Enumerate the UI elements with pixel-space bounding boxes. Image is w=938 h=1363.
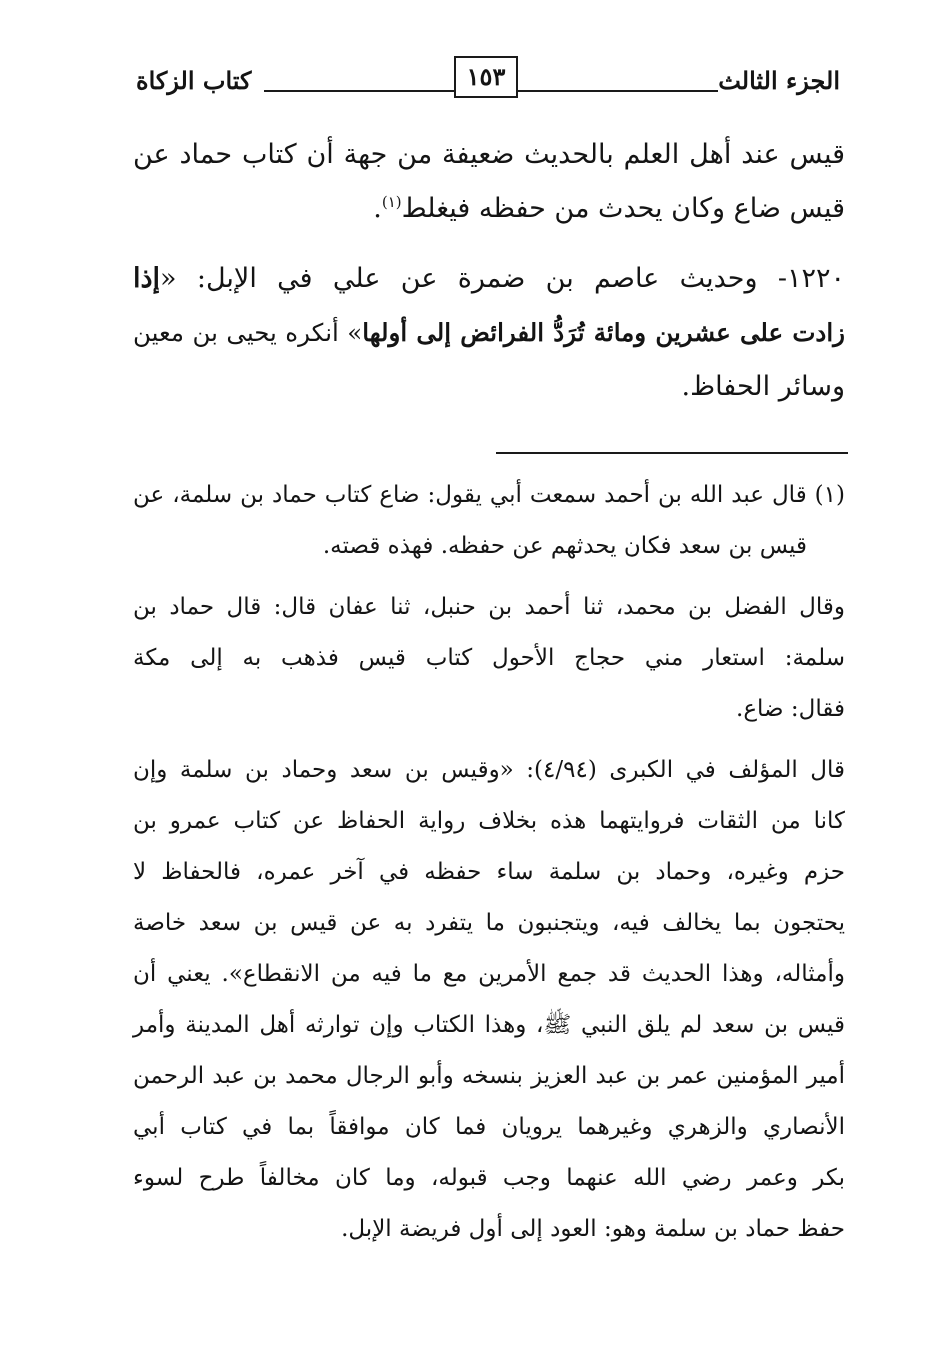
footnote-line: فقال: ضاع. xyxy=(736,696,845,722)
footnote-line: كانا من الثقات فروايتهما هذه بخلاف رواية الحفاظ عن كتاب عمرو بن xyxy=(133,808,845,834)
footnote-ref: (١) xyxy=(381,193,402,211)
main-line: قيس عند أهل العلم بالحديث ضعيفة من جهة أن كتاب حماد عن xyxy=(133,139,845,170)
footnote-line: الأنصاري والزهري وغيرهما يرويان فما كان موافقاً بما في كتاب أبي xyxy=(133,1114,845,1140)
footnote-separator xyxy=(496,452,848,454)
hadith-line xyxy=(133,306,845,360)
hadith-line xyxy=(133,252,845,306)
footnote-line: حفظ حماد بن سلمة وهو: العود إلى أول فريضة الإبل. xyxy=(341,1216,845,1242)
footnote-line: قال المؤلف في الكبرى (٤/٩٤): «وقيس بن سعد وحماد بن سلمة وإن xyxy=(133,757,845,783)
main-text xyxy=(133,128,845,414)
page-number: ١٥٣ xyxy=(454,56,518,98)
hadith-comment: » أنكره يحيى بن معين xyxy=(133,318,363,347)
footnotes xyxy=(133,470,845,1255)
footnote-line: (١) قال عبد الله بن أحمد سمعت أبي يقول: ضاع كتاب حماد بن سلمة، عن xyxy=(133,482,845,508)
footnote-line: يحتجون بما يخالف فيه، ويتجنبون ما يتفرد به عن قيس بن سعد خاصة xyxy=(133,910,845,936)
main-line-text: قيس ضاع وكان يحدث من حفظه فيغلط xyxy=(401,193,845,224)
footnote-line: حزم وغيره، وحماد بن سلمة ساء حفظه في آخر عمره، فالحفاظ لا xyxy=(133,859,845,885)
hadith-quote: إذا xyxy=(133,263,161,294)
part-title: الجزء الثالث xyxy=(718,66,840,95)
hadith-intro: ١٢٢٠- وحديث عاصم بن ضمرة عن علي في الإبل: « xyxy=(160,263,845,294)
main-line: قيس ضاع وكان يحدث من حفظه فيغلط$^{(١)}$. xyxy=(373,193,845,224)
footnote-line: وقال الفضل بن محمد، ثنا أحمد بن حنبل، ثنا عفان قال: قال حماد بن xyxy=(133,594,845,620)
running-header xyxy=(128,50,848,104)
footnote-line: بكر وعمر رضي الله عنهما وجب قبوله، وما كان مخالفاً طرح لسوء xyxy=(133,1165,845,1191)
book-title: كتاب الزكاة xyxy=(136,66,252,95)
header-rule-right xyxy=(512,90,718,92)
footnote-line: سلمة: استعار مني حجاج الأحول كتاب قيس فذهب به إلى مكة xyxy=(133,645,845,671)
footnote-line: قيس بن سعد فكان يحدثهم عن حفظه. فهذه قصته. xyxy=(322,533,807,559)
footnote-line: وأمثاله، وهذا الحديث قد جمع الأمرين مع ما فيه من الانقطاع». يعني أن xyxy=(133,961,845,987)
footnote-line: أمير المؤمنين عمر بن عبد العزيز بنسخه وأبو الرجال محمد بن عبد الرحمن xyxy=(133,1063,845,1089)
hadith-line: وسائر الحفاظ. xyxy=(681,371,845,402)
footnote-line: قيس بن سعد لم يلق النبي ﷺ، وهذا الكتاب وإن توارثه أهل المدينة وأمر xyxy=(133,1012,845,1038)
hadith-quote: زادت على عشرين ومائة تُرَدُّ الفرائض إلى أولها xyxy=(362,318,845,347)
